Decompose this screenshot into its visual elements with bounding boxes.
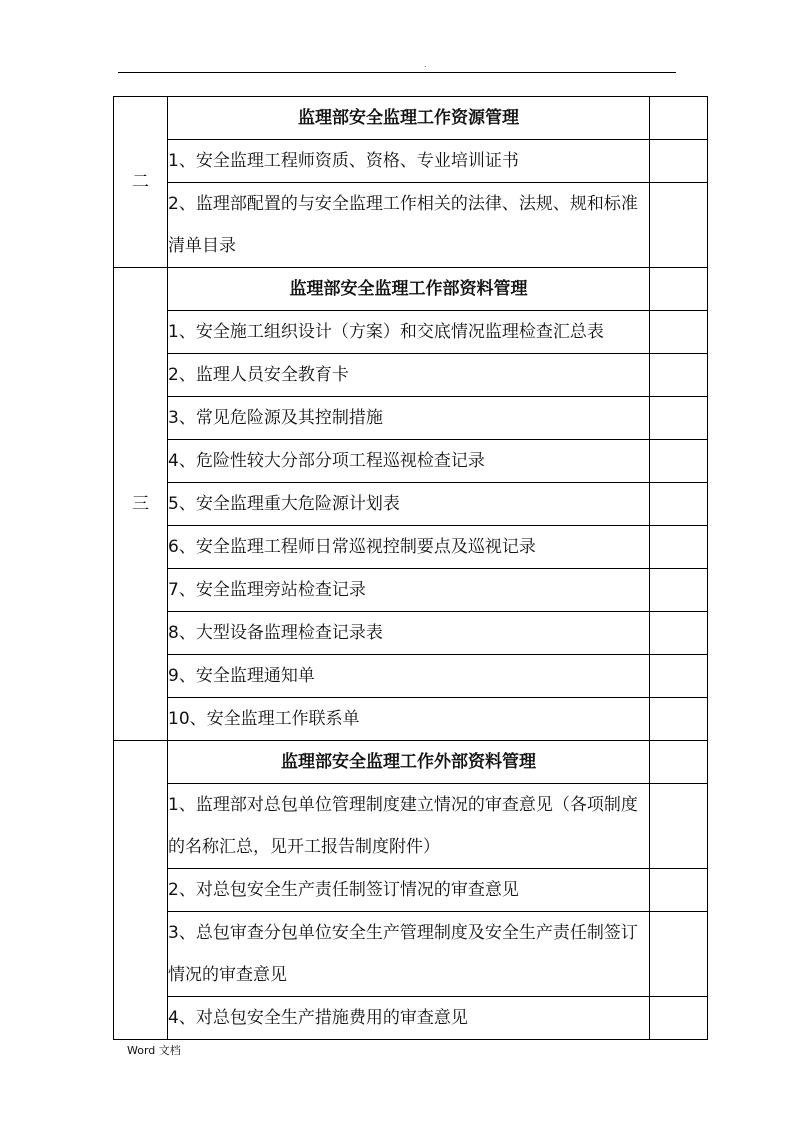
table-row	[114, 183, 708, 268]
section-number: 三	[114, 268, 168, 741]
blank-cell	[650, 183, 708, 268]
blank-cell	[650, 784, 708, 869]
list-item: 9、安全监理通知单	[168, 655, 650, 698]
blank-cell	[650, 869, 708, 912]
list-item: 7、安全监理旁站检查记录	[168, 569, 650, 612]
blank-cell	[650, 655, 708, 698]
section-heading: 监理部安全监理工作部资料管理	[168, 268, 650, 311]
section-heading: 监理部安全监理工作外部资料管理	[168, 741, 650, 784]
blank-cell	[650, 526, 708, 569]
table-row	[114, 655, 708, 698]
blank-cell	[650, 397, 708, 440]
blank-cell	[650, 569, 708, 612]
blank-cell	[650, 268, 708, 311]
list-item: 2、对总包安全生产责任制签订情况的审查意见	[168, 869, 650, 912]
table-row	[114, 397, 708, 440]
blank-cell	[650, 483, 708, 526]
blank-cell	[650, 997, 708, 1040]
list-item: 1、监理部对总包单位管理制度建立情况的审查意见（各项制度的名称汇总，见开工报告制度附件）	[168, 784, 650, 869]
document-table	[113, 96, 708, 1040]
header-rule	[118, 72, 676, 73]
list-item: 6、安全监理工程师日常巡视控制要点及巡视记录	[168, 526, 650, 569]
table-row	[114, 698, 708, 741]
list-item: 8、大型设备监理检查记录表	[168, 612, 650, 655]
table-row	[114, 140, 708, 183]
table-row	[114, 268, 708, 311]
table-row	[114, 526, 708, 569]
page-footer: Word 文档	[127, 1044, 181, 1057]
blank-cell	[650, 140, 708, 183]
list-item: 4、对总包安全生产措施费用的审查意见	[168, 997, 650, 1040]
section-heading: 监理部安全监理工作资源管理	[168, 97, 650, 140]
table-row	[114, 912, 708, 997]
list-item: 3、常见危险源及其控制措施	[168, 397, 650, 440]
table-row	[114, 784, 708, 869]
table-row	[114, 483, 708, 526]
table-row	[114, 612, 708, 655]
list-item: 10、安全监理工作联系单	[168, 698, 650, 741]
blank-cell	[650, 440, 708, 483]
table-row	[114, 869, 708, 912]
list-item: 1、安全监理工程师资质、资格、专业培训证书	[168, 140, 650, 183]
list-item: 5、安全监理重大危险源计划表	[168, 483, 650, 526]
table-row	[114, 741, 708, 784]
section-number	[114, 741, 168, 1040]
list-item: 4、危险性较大分部分项工程巡视检查记录	[168, 440, 650, 483]
blank-cell	[650, 912, 708, 997]
table-row	[114, 440, 708, 483]
blank-cell	[650, 354, 708, 397]
list-item: 2、监理部配置的与安全监理工作相关的法律、法规、规和标准清单目录	[168, 183, 650, 268]
blank-cell	[650, 612, 708, 655]
table-row	[114, 569, 708, 612]
table-row	[114, 311, 708, 354]
list-item: 3、总包审查分包单位安全生产管理制度及安全生产责任制签订情况的审查意见	[168, 912, 650, 997]
table-row	[114, 997, 708, 1040]
blank-cell	[650, 311, 708, 354]
blank-cell	[650, 741, 708, 784]
table-row	[114, 97, 708, 140]
blank-cell	[650, 698, 708, 741]
list-item: 2、监理人员安全教育卡	[168, 354, 650, 397]
table-row	[114, 354, 708, 397]
header-mark: .	[424, 60, 427, 69]
blank-cell	[650, 97, 708, 140]
list-item: 1、安全施工组织设计（方案）和交底情况监理检查汇总表	[168, 311, 650, 354]
section-number: 二	[114, 97, 168, 268]
